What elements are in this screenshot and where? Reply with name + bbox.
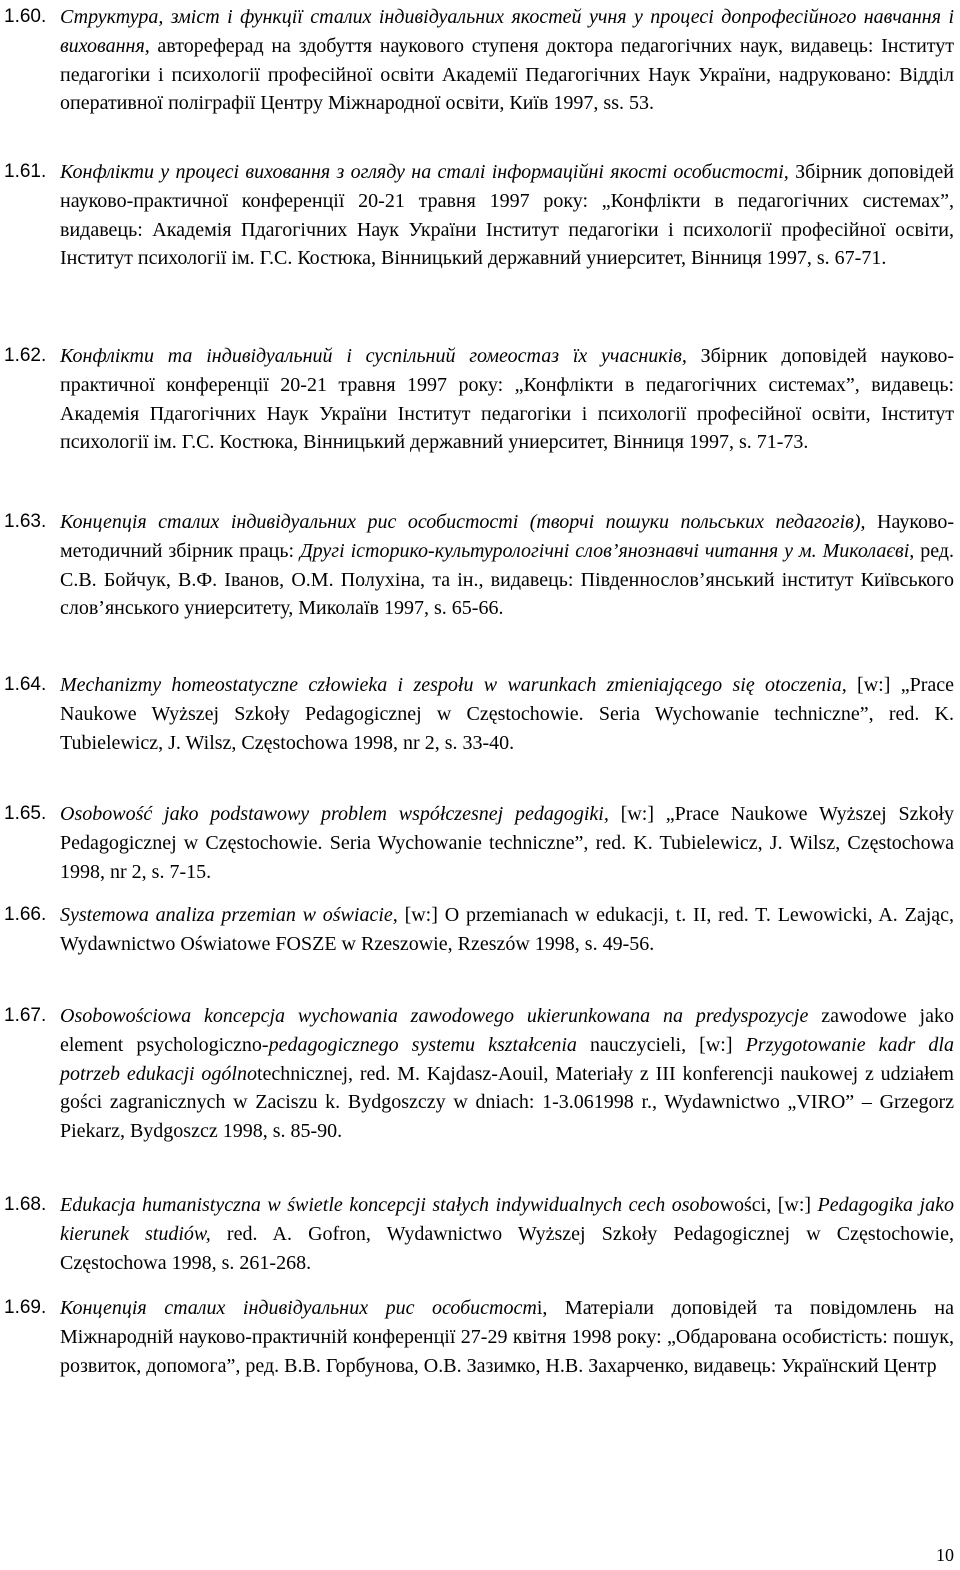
bibliography-entry-1-67 [4,1001,954,1146]
entry-text [60,158,954,273]
entry-title: Mechanizmy homeostatyczne człowieka i zespołu w warunkach zmieniającego się otoczenia, [60,674,847,696]
entry-title: Osobowościowa koncepcja wychowania zawodowego ukierunkowana na predyspozycje [60,1005,809,1027]
entry-number: 1.64. [4,674,47,695]
entry-details: Науково-методичний збірник праць: [60,511,954,562]
entry-title: Systemowa analiza przemian w oświacie, [60,904,398,926]
entry-details: zawodowe jako element psychologiczno- [60,1005,954,1056]
bibliography-entry-1-66 [4,900,954,959]
entry-details: Збірник доповідей науково-практичної конференції 20-21 травня 1997 року: „Конфлікти в педагогічних системах”, видавець: Академія Пдагогічних Наук України Інститут педагогіки і психології професійної освіти, Інститут психології ім. Г.С. Костюка, Вінницький державний униерситет, Вінниця 1997, s. 67-71. [60,161,954,270]
entry-number: 1.60. [4,6,47,27]
entry-title: Edukacja humanistyczna w świetle koncepcji stałych indywidualnych cech osobo [60,1194,720,1216]
entry-subtitle-2: Przygotowanie kadr dla potrzeb edukacji ogólno [60,1033,954,1085]
entry-details-2: nauczycieli, [w:] [576,1033,746,1056]
entry-text [60,1002,954,1146]
entry-title: Концепція сталих індивідуальних рис особистост [60,1297,537,1319]
bibliography-entry-1-65 [4,799,954,886]
bibliography-entry-1-62 [4,341,954,457]
bibliography-entry-1-69 [4,1293,954,1380]
entry-details-3: technicznej, red. M. Kajdasz-Aouil, Materiały z III konferencji naukowej z udziałem gości zagranicznych w Zaciszu k. Bydgoszczy w dniach: 1-3.061998 r., Wydawnictwo „VIRO” – Grzegorz Piekarz, Bydgoszcz 1998, s. 85-90. [60,1062,954,1143]
entry-details: і, Матеріали доповідей та повідомлень на Міжнародній науково-практичній конференції 27-29 квітня 1998 року: „Обдарована особистість: пошук, розвиток, допомога”, ред. В.В. Горбунова, О.В. Зазимко, Н.В. Захарченко, видавець: Українский Центр [60,1297,954,1377]
entry-text [60,1294,954,1380]
entry-text [60,901,954,959]
entry-details: Збірник доповідей науково-практичної конференції 20-21 травня 1997 року: „Конфлікти в педагогічних системах”, видавець: Академія Пдагогічних Наук України Інститут педагогіки і психології професійної освіти, Інститут психології ім. Г.С. Костюка, Вінницький державний униерситет, Вінниця 1997, s. 71-73. [60,345,954,454]
bibliography-entry-1-68 [4,1190,954,1277]
entry-number: 1.67. [4,1005,47,1026]
bibliography-entry-1-64 [4,670,954,757]
entry-title: Концепція сталих індивідуальних рис особистості (творчі пошуки польських педагогів), [60,511,866,533]
entry-number: 1.68. [4,1194,47,1215]
entry-title: Osobowość jako podstawowy problem współczesnej pedagogiki, [60,803,609,825]
entry-text [60,671,954,757]
entry-number: 1.61. [4,161,47,182]
entry-details: [w:] „Prace Naukowe Wyższej Szkoły Pedagogicznej w Częstochowie. Seria Wychowanie techniczne”, red. K. Tubielewicz, J. Wilsz, Częstochowa 1998, nr 2, s. 7-15. [60,803,954,883]
entry-details-2: ред. С.В. Бойчук, В.Ф. Іванов, О.М. Полухіна, та ін., видавець: Південнослов’янський інститут Київського слов’янського униерситету, Миколаїв 1997, s. 65-66. [60,539,954,620]
entry-details: [w:] „Prace Naukowe Wyższej Szkoły Pedagogicznej w Częstochowie. Seria Wychowanie techniczne”, red. K. Tubielewicz, J. Wilsz, Częstochowa 1998, nr 2, s. 33-40. [60,674,954,754]
entry-details-2: red. A. Gofron, Wydawnictwo Wyższej Szkoły Pedagogicznej w Częstochowie, Częstochowa 1998, s. 261-268. [60,1222,954,1274]
entry-number: 1.69. [4,1297,47,1318]
entry-details: wości, [w:] [719,1194,818,1216]
entry-subtitle: Другі історико-культурологічні слов’янознавчі читання у м. Миколаєві, [299,539,915,562]
entry-details: автореферад на здобуття наукового ступеня доктора педагогічних наук, видавець: Інститут педагогіки і психології професійної освіти Академії Педагогічних Наук України, надруковано: Відділ оперативної поліграфії Центру Міжнародної освіти, Київ 1997, ss. 53. [60,34,954,115]
entry-title: Конфлікти та індивідуальний і суспільний гомеостаз їх учасників, [60,345,687,367]
entry-title: Конфлікти у процесі виховання з огляду на сталі інформаційні якості особистості, [60,161,789,183]
entry-title: Структура, зміст і функції сталих індивідуальних якостей учня у процесі допрофесійного навчання і виховання, [60,6,954,57]
entry-text [60,508,954,623]
entry-number: 1.62. [4,345,47,366]
entry-number: 1.63. [4,511,47,532]
entry-text [60,342,954,457]
entry-number: 1.66. [4,904,47,925]
bibliography-entry-1-61 [4,157,954,273]
entry-subtitle: Pedagogika jako kierunek studiów, [60,1194,954,1245]
entry-text [60,1191,954,1277]
bibliography-entry-1-60 [4,2,954,118]
page-number: 10 [936,1545,954,1565]
entry-text [60,3,954,118]
entry-subtitle: pedagogicznego systemu kształcenia [268,1033,577,1056]
bibliography-entry-1-63 [4,507,954,623]
entry-details: [w:] O przemianach w edukacji, t. II, red. T. Lewowicki, A. Zając, Wydawnictwo Oświatowe FOSZE w Rzeszowie, Rzeszów 1998, s. 49-56. [60,904,955,955]
entry-number: 1.65. [4,803,47,824]
entry-text [60,800,954,886]
